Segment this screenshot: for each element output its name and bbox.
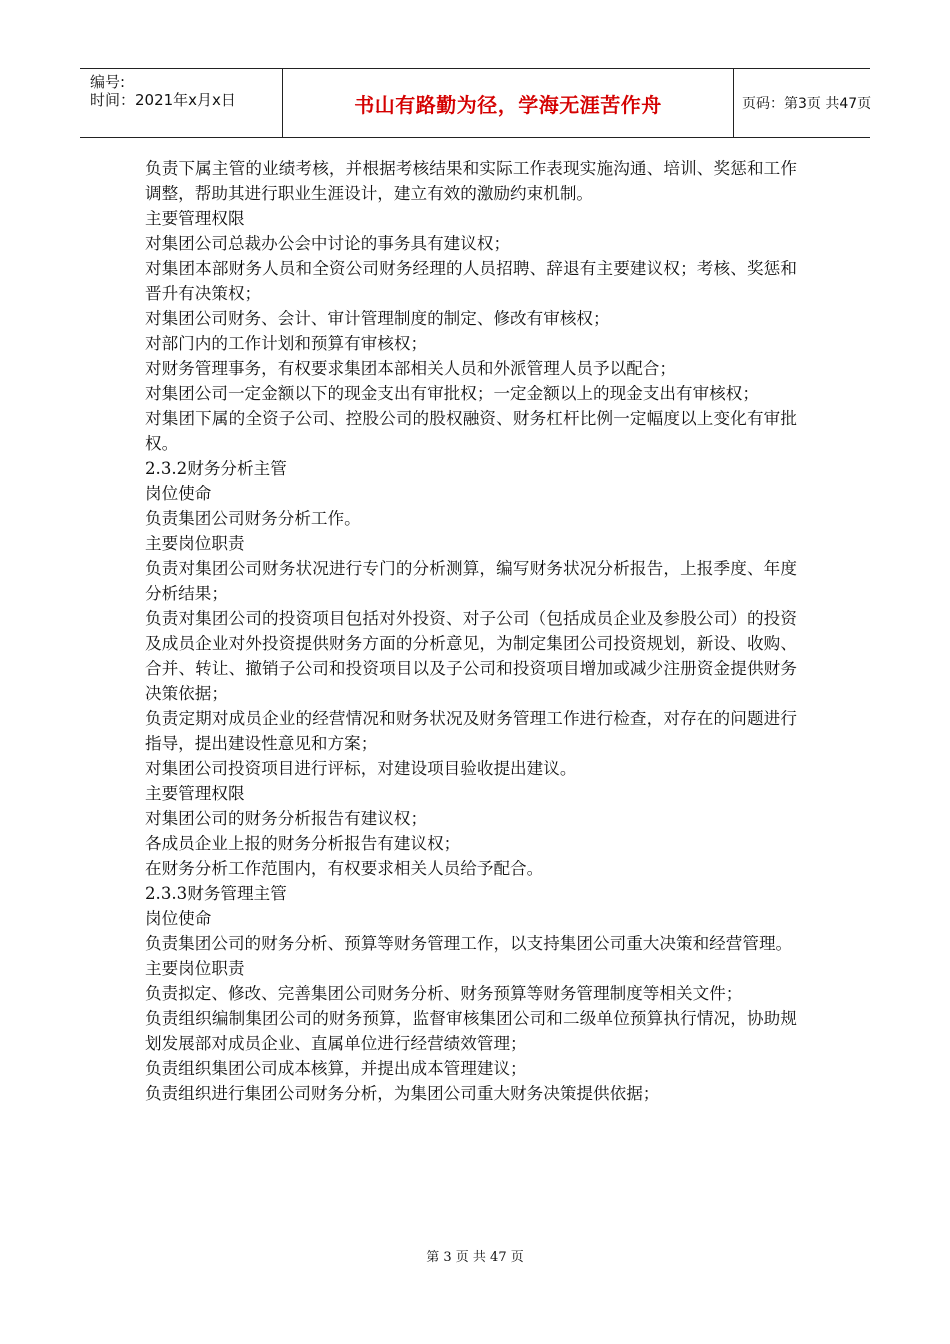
- document-body: [145, 156, 797, 1106]
- section-heading: 主要管理权限: [145, 209, 245, 228]
- document-date: 时间：2021年x月x日: [90, 91, 236, 109]
- paragraph: 负责对集团公司财务状况进行专门的分析测算，编写财务状况分析报告，上报季度、年度分析结果；: [145, 559, 797, 603]
- paragraph: 负责集团公司财务分析工作。: [145, 509, 361, 528]
- header-page-info: 页码：第3页 共47页: [742, 96, 872, 112]
- header-motto-cell: [282, 69, 734, 137]
- page-header: [80, 68, 870, 138]
- paragraph: 对集团公司总裁办公会中讨论的事务具有建议权；: [145, 234, 511, 253]
- page-footer: 第 3 页 共 47 页: [426, 1250, 524, 1265]
- section-heading: 2.3.2财务分析主管: [145, 459, 287, 478]
- section-heading: 岗位使命: [145, 484, 212, 503]
- paragraph: 负责下属主管的业绩考核，并根据考核结果和实际工作表现实施沟通、培训、奖惩和工作调整，帮助其进行职业生涯设计，建立有效的激励约束机制。: [145, 159, 797, 203]
- section-heading: 岗位使命: [145, 909, 212, 928]
- paragraph: 负责定期对成员企业的经营情况和财务状况及财务管理工作进行检查，对存在的问题进行指导，提出建设性意见和方案；: [145, 709, 797, 753]
- paragraph: 对部门内的工作计划和预算有审核权；: [145, 334, 428, 353]
- document-number-label: 编号:: [90, 73, 126, 91]
- paragraph: 负责组织进行集团公司财务分析，为集团公司重大财务决策提供依据；: [145, 1084, 660, 1103]
- section-heading: 主要管理权限: [145, 784, 245, 803]
- paragraph: 对集团公司的财务分析报告有建议权；: [145, 809, 428, 828]
- paragraph: 各成员企业上报的财务分析报告有建议权；: [145, 834, 461, 853]
- paragraph: 对集团公司财务、会计、审计管理制度的制定、修改有审核权；: [145, 309, 610, 328]
- paragraph: 负责对集团公司的投资项目包括对外投资、对子公司（包括成员企业及参股公司）的投资及成员企业对外投资提供财务方面的分析意见，为制定集团公司投资规划，新设、收购、合并、转让、撤销子公司和投资项目以及子公司和投资项目增加或减少注册资金提供财务决策依据；: [145, 609, 797, 703]
- paragraph: 负责组织编制集团公司的财务预算，监督审核集团公司和二级单位预算执行情况，协助规划发展部对成员企业、直属单位进行经营绩效管理；: [145, 1009, 797, 1053]
- section-heading: 主要岗位职责: [145, 959, 245, 978]
- header-motto: 书山有路勤为径，学海无涯苦作舟: [354, 92, 662, 117]
- paragraph: 对集团本部财务人员和全资公司财务经理的人员招聘、辞退有主要建议权；考核、奖惩和晋升有决策权；: [145, 259, 797, 303]
- paragraph: 在财务分析工作范围内，有权要求相关人员给予配合。: [145, 859, 544, 878]
- section-heading: 2.3.3财务管理主管: [145, 884, 287, 903]
- paragraph: 对集团公司投资项目进行评标，对建设项目验收提出建议。: [145, 759, 577, 778]
- paragraph: 对财务管理事务，有权要求集团本部相关人员和外派管理人员予以配合；: [145, 359, 676, 378]
- paragraph: 负责组织集团公司成本核算，并提出成本管理建议；: [145, 1059, 527, 1078]
- header-meta: [80, 69, 282, 137]
- paragraph: 对集团下属的全资子公司、控股公司的股权融资、财务杠杆比例一定幅度以上变化有审批权。: [145, 409, 797, 453]
- paragraph: 负责拟定、修改、完善集团公司财务分析、财务预算等财务管理制度等相关文件；: [145, 984, 743, 1003]
- section-heading: 主要岗位职责: [145, 534, 245, 553]
- paragraph: 对集团公司一定金额以下的现金支出有审批权；一定金额以上的现金支出有审核权；: [145, 384, 759, 403]
- paragraph: 负责集团公司的财务分析、预算等财务管理工作，以支持集团公司重大决策和经营管理。: [145, 934, 793, 953]
